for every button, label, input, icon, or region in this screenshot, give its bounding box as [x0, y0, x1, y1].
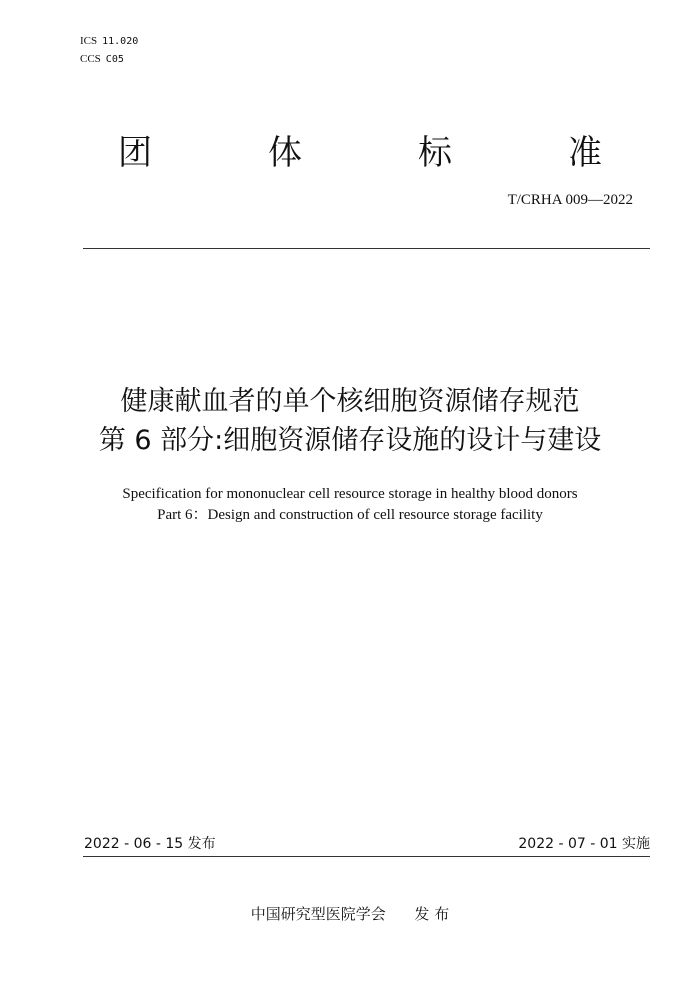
title-chinese-line-1: 健康献血者的单个核细胞资源储存规范 [120, 386, 580, 417]
header-divider [83, 248, 650, 249]
issuer-line [0, 904, 700, 924]
standard-number: T/CRHA 009—2022 [507, 192, 633, 208]
title-english-line-1: Specification for mononuclear cell resource storage in healthy blood donors [122, 486, 578, 502]
implement-date: 2022 - 07 - 01 实施 [518, 836, 650, 852]
standard-type-char-2: 体 [268, 133, 302, 173]
title-chinese-line-2: 第 6 部分:细胞资源储存设施的设计与建设 [98, 425, 602, 456]
ics-value: 11.020 [102, 36, 139, 47]
issuer-action: 发 布 [414, 905, 450, 923]
standard-type-char-3: 标 [418, 133, 452, 173]
ics-label: ICS [80, 35, 98, 47]
standard-type-char-1: 团 [118, 133, 152, 173]
standard-type-char-4: 准 [568, 133, 602, 173]
ics-code [80, 35, 138, 48]
footer-divider [83, 856, 650, 857]
standard-type-heading [100, 132, 620, 174]
ccs-value: C05 [105, 54, 124, 65]
publish-date: 2022 - 06 - 15 发布 [84, 836, 216, 852]
title-english-line-2: Part 6：Design and construction of cell resource storage facility [157, 507, 543, 523]
issuer-name: 中国研究型医院学会 [250, 905, 386, 923]
ccs-code [80, 53, 124, 66]
ccs-label: CCS [80, 53, 101, 65]
